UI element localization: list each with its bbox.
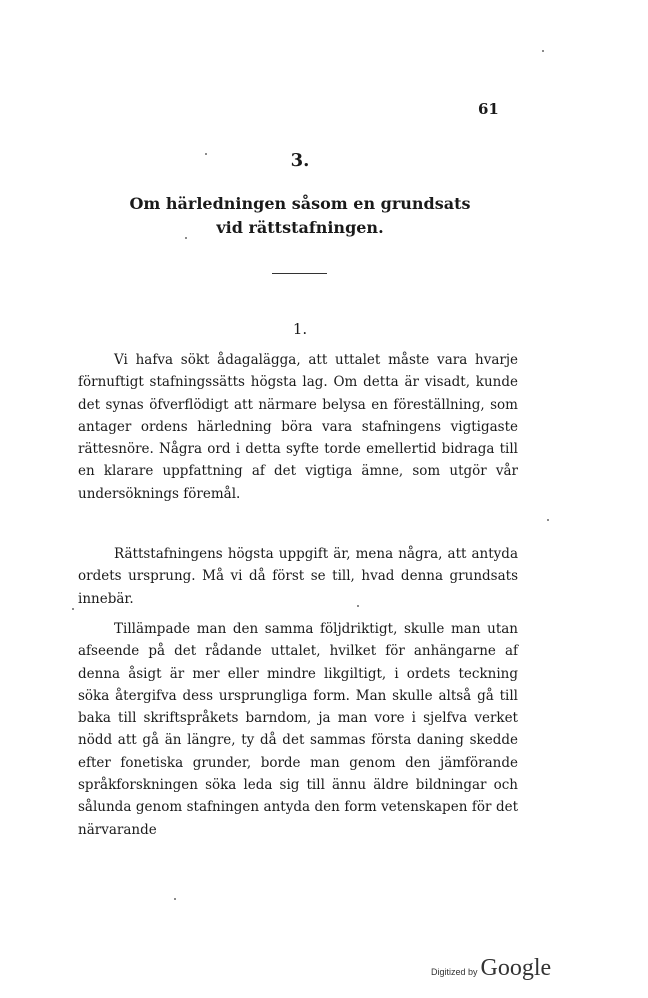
digitized-by-google-watermark <box>431 955 551 982</box>
chapter-number: 3. <box>290 150 310 171</box>
scan-speck <box>174 898 176 900</box>
scan-speck <box>542 50 544 52</box>
paragraph-text: Vi hafva sökt ådagalägga, att uttalet måste vara hvarje förnuftigt stafningssätts högsta lag. Om detta är visadt, kunde det synas öfverflödigt att närmare belysa en föreställning, som antager ordens härledning böra vara stafningens vigtigaste rättesnöre. Några ord i detta syfte torde emellertid bidraga till en klarare uppfattning af det vigtiga ämne, som utgör vår undersöknings föremål. <box>78 352 518 502</box>
scan-speck <box>72 608 74 610</box>
scan-speck <box>547 519 549 521</box>
page-number: 61 <box>478 100 499 118</box>
scan-speck <box>357 605 359 607</box>
paragraph-2 <box>78 543 518 610</box>
paragraph-text: Rättstafningens högsta uppgift är, mena några, att antyda ordets ursprung. Må vi då först se till, hvad denna grundsats innebär. <box>78 546 518 607</box>
scan-speck <box>185 237 187 239</box>
scan-speck <box>205 153 207 155</box>
paragraph-text: Tillämpade man den samma följdriktigt, skulle man utan afseende på det rådande uttalet, hvilket för anhängarne af denna åsigt är mer eller mindre likgiltigt, i ordets teckning söka återgifva dess ursprungliga form. Man skulle altså gå till baka till skriftspråkets barndom, ja man vore i sjelfva verket nödd att gå än längre, ty då det sammas första daning skedde efter fonetiska grunder, borde man genom den jämförande språkforskningen söka leda sig till ännu äldre bildningar och sålunda genom stafningen antyda den form vetenskapen för det närvarande <box>78 621 518 838</box>
title-divider <box>272 273 327 274</box>
chapter-title <box>0 192 600 240</box>
watermark-prefix: Digitized by <box>431 967 478 977</box>
chapter-title-line-1: Om härledningen såsom en grundsats <box>129 194 471 213</box>
section-number: 1. <box>292 320 308 338</box>
chapter-title-line-2: vid rättstafningen. <box>216 218 384 237</box>
paragraph-1 <box>78 349 518 505</box>
paragraph-3 <box>78 618 518 841</box>
google-logo: Google <box>480 955 552 981</box>
